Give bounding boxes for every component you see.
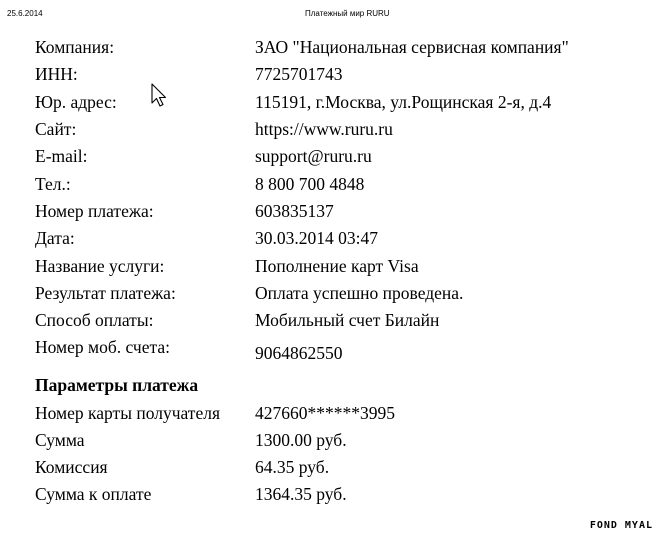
payment-params-title: Параметры платежа	[35, 375, 199, 395]
phone-label: Тел.:	[35, 174, 71, 194]
mobile-account-label: Номер моб. счета:	[35, 337, 170, 357]
commission-label: Комиссия	[35, 457, 108, 477]
payment-result-row	[35, 283, 635, 307]
recipient-card-value: 427660******3995	[255, 403, 395, 423]
email-label: E-mail:	[35, 146, 88, 166]
print-date: 25.6.2014	[7, 9, 43, 18]
commission-row	[35, 457, 635, 481]
total-label: Сумма к оплате	[35, 484, 152, 504]
total-row	[35, 484, 635, 508]
mouse-pointer-icon	[151, 83, 169, 109]
total-value: 1364.35 руб.	[255, 484, 347, 504]
company-value: ЗАО "Национальная сервисная компания"	[255, 37, 569, 57]
service-name-row	[35, 256, 635, 280]
service-name-label: Название услуги:	[35, 256, 165, 276]
amount-label: Сумма	[35, 430, 85, 450]
amount-row	[35, 430, 635, 454]
company-row	[35, 37, 635, 61]
site-label: Сайт:	[35, 119, 77, 139]
payment-number-row	[35, 201, 635, 225]
legal-address-row	[35, 92, 635, 116]
recipient-card-label: Номер карты получателя	[35, 403, 221, 423]
amount-value: 1300.00 руб.	[255, 430, 347, 450]
site-row	[35, 119, 635, 143]
commission-value: 64.35 руб.	[255, 457, 330, 477]
date-label: Дата:	[35, 228, 75, 248]
payment-number-value: 603835137	[255, 201, 334, 221]
site-value: https://www.ruru.ru	[255, 119, 393, 139]
mobile-account-value: 9064862550	[255, 343, 343, 363]
phone-value: 8 800 700 4848	[255, 174, 365, 194]
payment-result-label: Результат платежа:	[35, 283, 176, 303]
service-name-value: Пополнение карт Visa	[255, 256, 419, 276]
payment-method-row	[35, 310, 635, 334]
print-page-title: Платежный мир RURU	[305, 9, 390, 18]
mobile-account-row	[35, 337, 635, 361]
payment-method-label: Способ оплаты:	[35, 310, 154, 330]
email-row	[35, 146, 635, 170]
inn-label: ИНН:	[35, 64, 78, 84]
company-label: Компания:	[35, 37, 115, 57]
phone-row	[35, 174, 635, 198]
recipient-card-row	[35, 403, 635, 427]
payment-result-value: Оплата успешно проведена.	[255, 283, 464, 303]
payment-number-label: Номер платежа:	[35, 201, 154, 221]
legal-address-value: 115191, г.Москва, ул.Рощинская 2-я, д.4	[255, 92, 552, 112]
inn-row	[35, 64, 635, 88]
date-row	[35, 228, 635, 252]
inn-value: 7725701743	[255, 64, 343, 84]
date-value: 30.03.2014 03:47	[255, 228, 378, 248]
watermark: FOND MYAL	[589, 520, 653, 531]
payment-method-value: Мобильный счет Билайн	[255, 310, 440, 330]
legal-address-label: Юр. адрес:	[35, 92, 117, 112]
email-value: support@ruru.ru	[255, 146, 372, 166]
